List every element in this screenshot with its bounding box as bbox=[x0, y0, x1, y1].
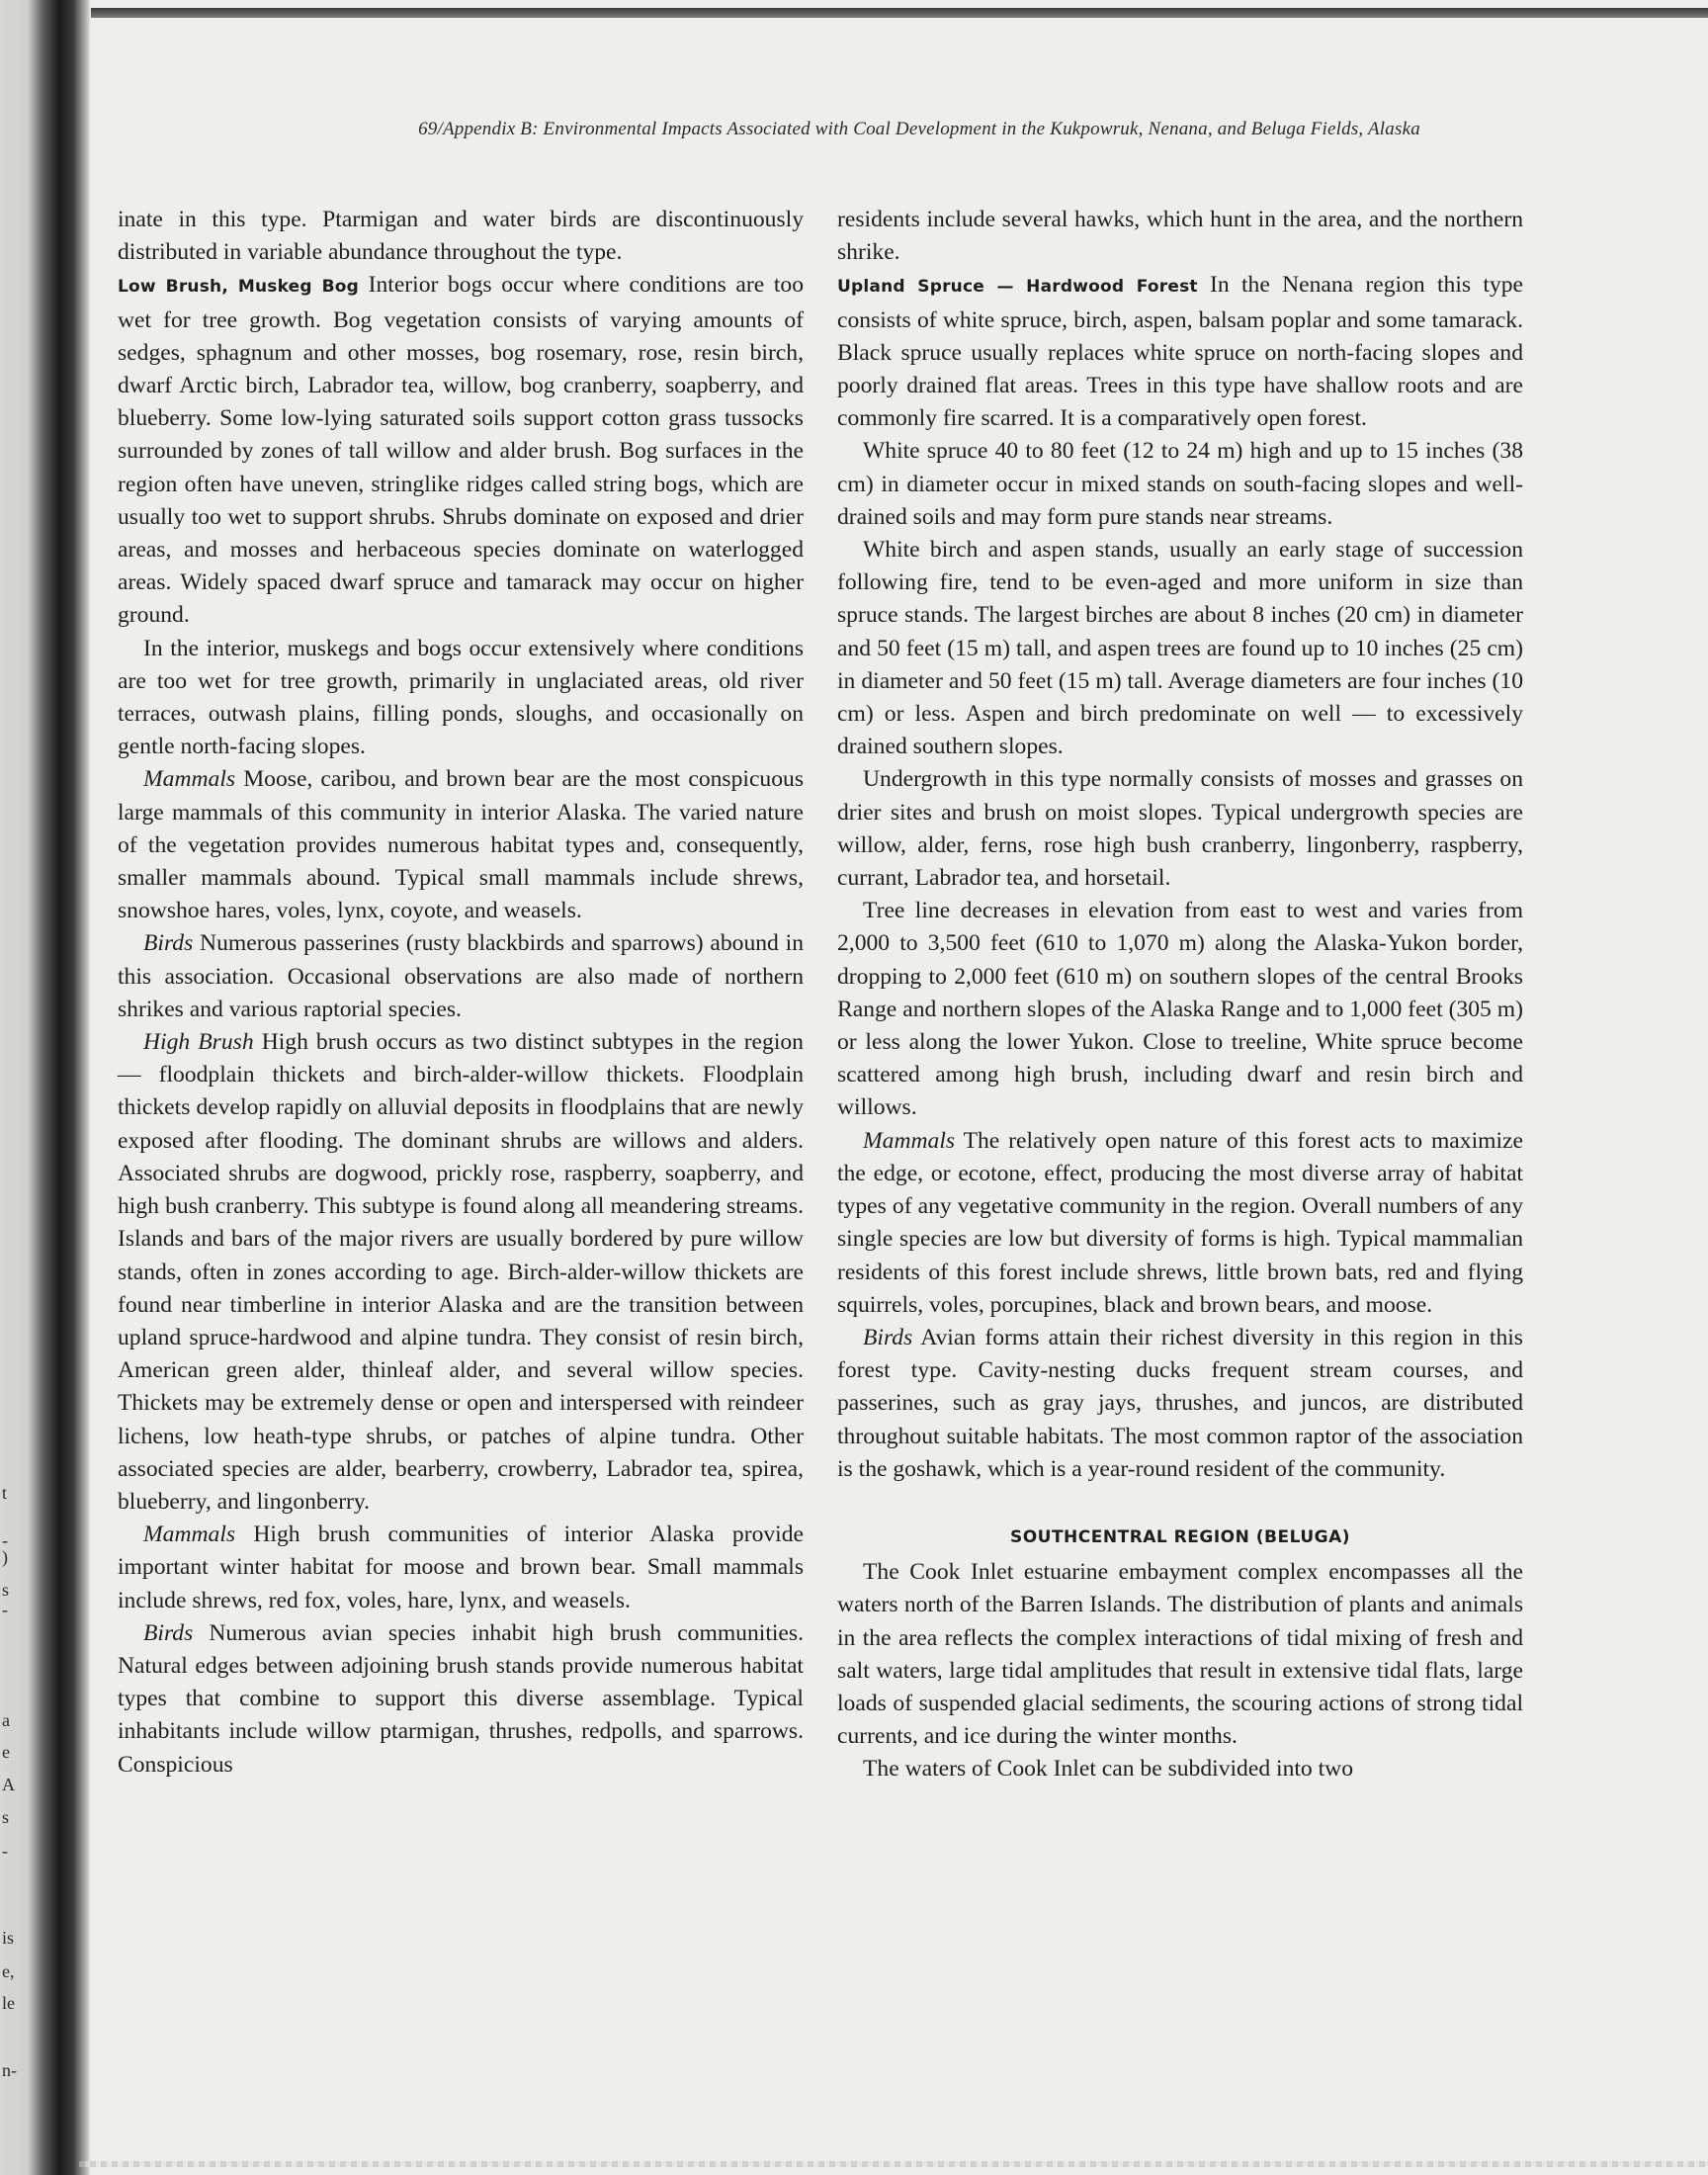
paragraph bbox=[118, 1617, 804, 1782]
margin-fragment: s bbox=[2, 1807, 10, 1827]
left-column bbox=[118, 204, 804, 1782]
facing-page-fragments bbox=[0, 0, 24, 2175]
paragraph: The Cook Inlet estuarine embayment complex encompasses all the waters north of the Barren Islands. The distribution of plants and animals in the area reflects the complex interactions of tidal mixing of fresh and salt waters, large tidal amplitudes that result in extensive tidal flats, large loads of suspended glacial sediments, the scouring actions of strong tidal currents, and ice during the winter months. bbox=[837, 1559, 1523, 1750]
margin-fragment: - bbox=[2, 1530, 8, 1550]
margin-fragment: le bbox=[2, 1993, 15, 2013]
paragraph-text: Interior bogs occur where conditions are too wet for tree growth. Bog vegetation consists of varying amounts of sedges, sphagnum and other mosses, bog rosemary, rose, resin birch, dwarf Arctic birch, Labrador tea, willow, bog cranberry, soapberry, and blueberry. Some low-lying saturated soils support cotton grass tussocks surrounded by zones of tall willow and alder brush. Bog surfaces in the region often have uneven, stringlike ridges called string bogs, which are usually too wet to support shrubs. Shrubs dominate on exposed and drier areas, and mosses and herbaceous species dominate on waterlogged areas. Widely spaced dwarf spruce and tamarack may occur on higher ground. bbox=[118, 272, 804, 629]
paragraph-text: High brush occurs as two distinct subtypes in the region — floodplain thickets and birch-alder-willow thickets. Floodplain thickets develop rapidly on alluvial deposits in floodplains that are newly exposed after flooding. The dominant shrubs are willows and alders. Associated shrubs are dogwood, prickly rose, raspberry, soapberry, and high bush cranberry. This subtype is found along all meandering streams. Islands and bars of the major rivers are usually bordered by pure willow stands, often in zones according to age. Birch-alder-willow thickets are found near timberline in interior Alaska and are the transition between upland spruce-hardwood and alpine tundra. They consist of resin birch, American green alder, thinleaf alder, and several willow species. Thickets may be extremely dense or open and interspersed with reindeer lichens, low heath-type shrubs, or patches of alpine tundra. Other associated species are alder, bearberry, crowberry, Labrador tea, spirea, blueberry, and lingonberry. bbox=[118, 1029, 804, 1515]
margin-fragment: e, bbox=[2, 1961, 15, 1981]
paragraph-text: Numerous avian species inhabit high brush communities. Natural edges between adjoining brush stands provide numerous habitat types that combine to support this diverse assemblage. Typical inhabitants include willow ptarmigan, thrushes, redpolls, and sparrows. Conspicious bbox=[118, 1619, 804, 1778]
subsection-heading: Upland Spruce — Hardwood Forest bbox=[837, 277, 1198, 298]
subsection-heading: Mammals bbox=[863, 1127, 956, 1154]
right-column bbox=[837, 204, 1523, 1786]
paragraph bbox=[837, 1322, 1523, 1486]
paragraph-text: Moose, caribou, and brown bear are the most conspicuous large mammals of this community in interior Alaska. The varied nature of the vegetation provides numerous habitat types and, consequently, smaller mammals abound. Typical small mammals include shrews, snowshoe hares, voles, lynx, coyote, and weasels. bbox=[118, 766, 804, 924]
margin-fragment: A bbox=[2, 1775, 15, 1794]
paragraph: White spruce 40 to 80 feet (12 to 24 m) high and up to 15 inches (38 cm) in diameter occur in mixed stands on south-facing slopes and well-drained soils and may form pure stands near streams. bbox=[837, 438, 1523, 530]
paragraph: inate in this type. Ptarmigan and water birds are discontinuously distributed in variable abundance throughout the type. bbox=[118, 207, 804, 266]
margin-fragment: s bbox=[2, 1580, 10, 1600]
paragraph: The waters of Cook Inlet can be subdivided into two bbox=[863, 1756, 1354, 1783]
paragraph-text: Avian forms attain their richest diversity in this region in this forest type. Cavity-nesting ducks frequent stream courses, and passerines, such as gray jays, thrushes, and juncos, are distributed throughout suitable habitats. The most common raptor of the association is the goshawk, which is a year-round resident of the community. bbox=[837, 1324, 1523, 1482]
margin-fragment: a bbox=[2, 1710, 10, 1730]
paragraph: Undergrowth in this type normally consists of mosses and grasses on drier sites and brush on moist slopes. Typical undergrowth species are willow, alder, ferns, rose high bush cranberry, lingonberry, raspberry, currant, Labrador tea, and horsetail. bbox=[837, 766, 1523, 892]
margin-fragment: ) bbox=[2, 1547, 8, 1567]
margin-fragment: - bbox=[2, 1600, 8, 1619]
paragraph-text: In the Nenana region this type consists of white spruce, birch, aspen, balsam poplar and some tamarack. Black spruce usually replaces white spruce on north-facing slopes and poorly drained flat areas. Trees in this type have shallow roots and are commonly fire scarred. It is a comparatively open forest. bbox=[837, 272, 1523, 432]
subsection-heading: Mammals bbox=[143, 1522, 236, 1548]
margin-fragment: t bbox=[2, 1483, 8, 1503]
margin-fragment: e bbox=[2, 1742, 10, 1762]
margin-fragment: - bbox=[2, 1841, 8, 1861]
subsection-heading: Birds bbox=[143, 930, 194, 957]
margin-fragment: is bbox=[2, 1928, 15, 1948]
paragraph bbox=[837, 269, 1523, 435]
paragraph: Tree line decreases in elevation from east to west and varies from 2,000 to 3,500 feet (610 to 1,070 m) along the Alaska-Yukon border, dropping to 2,000 feet (610 m) on southern slopes of the central Brooks Range and northern slopes of the Alaska Range and to 1,000 feet (305 m) or less along the lower Yukon. Close to treeline, White spruce become scattered among high brush, including dwarf and resin birch and willows. bbox=[837, 898, 1523, 1121]
margin-fragment: n- bbox=[2, 2060, 17, 2080]
subsection-heading: Birds bbox=[143, 1619, 194, 1646]
paragraph bbox=[118, 763, 804, 927]
subsection-heading: High Brush bbox=[143, 1029, 254, 1056]
paragraph: In the interior, muskegs and bogs occur extensively where conditions are too wet for tree growth, primarily in unglaciated areas, old river terraces, outwash plains, filling ponds, sloughs, and occasionally on gentle north-facing slopes. bbox=[118, 635, 804, 760]
paragraph bbox=[118, 1519, 804, 1617]
subsection-heading: Birds bbox=[863, 1324, 913, 1350]
subsection-heading: Low Brush, Muskeg Bog bbox=[118, 277, 359, 298]
paragraph bbox=[118, 269, 804, 632]
running-header: 69/Appendix B: Environmental Impacts Associated with Coal Development in the Kukpowruk, Nenana, and Beluga Fields, Alaska bbox=[418, 119, 1420, 139]
paragraph: residents include several hawks, which hunt in the area, and the northern shrike. bbox=[837, 207, 1523, 266]
scan-bottom-edge bbox=[79, 2161, 1708, 2167]
paragraph-text: Numerous passerines (rusty blackbirds and sparrows) abound in this association. Occasional observations are also made of northern shrikes and various raptorial species. bbox=[118, 930, 804, 1022]
scan-top-edge bbox=[40, 8, 1708, 18]
subsection-heading: Mammals bbox=[143, 766, 236, 793]
paragraph bbox=[837, 1125, 1523, 1322]
paragraph: White birch and aspen stands, usually an early stage of succession following fire, tend to be even-aged and more uniform in size than spruce stands. The largest birches are about 8 inches (20 cm) in diameter and 50 feet (15 m) tall, and aspen trees are found up to 10 inches (25 cm) in diameter and 50 feet (15 m) tall. Average diameters are four inches (10 cm) or less. Aspen and birch predominate on well — to excessively drained southern slopes. bbox=[837, 537, 1523, 760]
paragraph bbox=[118, 927, 804, 1026]
section-title: SOUTHCENTRAL REGION (BELUGA) bbox=[1009, 1526, 1351, 1547]
paragraph-text: The relatively open nature of this forest acts to maximize the edge, or ecotone, effect, producing the most diverse array of habitat types of any vegetative community in the region. Overall numbers of any single species are low but diversity of forms is high. Typical mammalian residents of this forest include shrews, little brown bats, red and flying squirrels, voles, porcupines, black and brown bears, and moose. bbox=[837, 1127, 1523, 1318]
paragraph-text: High brush communities of interior Alaska provide important winter habitat for moose and brown bear. Small mammals include shrews, red fox, voles, hare, lynx, and weasels. bbox=[118, 1522, 804, 1613]
paragraph bbox=[118, 1026, 804, 1519]
